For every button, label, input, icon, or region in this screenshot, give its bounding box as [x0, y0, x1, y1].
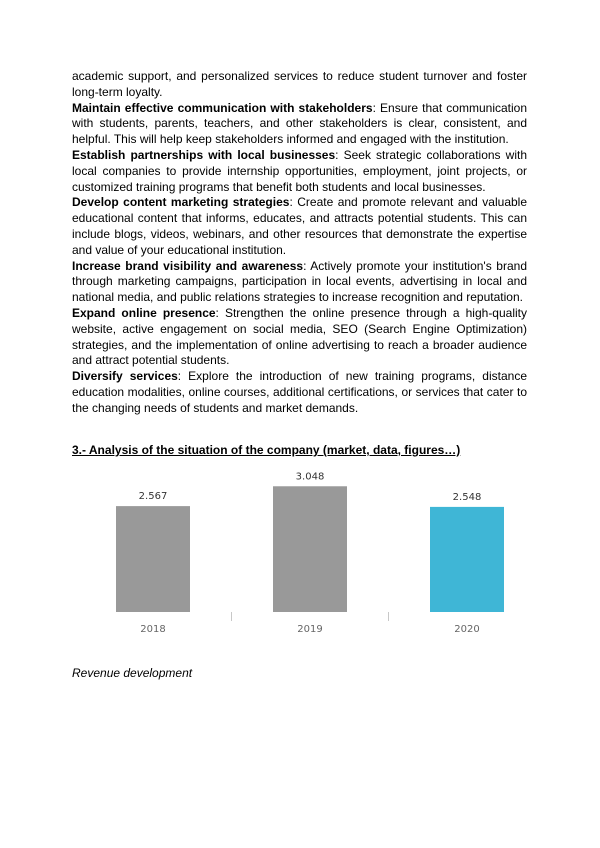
paragraph [72, 259, 527, 306]
paragraph-lead: Establish partnerships with local businesses [72, 147, 336, 162]
paragraph [72, 306, 527, 369]
body-text [72, 69, 527, 417]
section-heading: 3.- Analysis of the situation of the company (market, data, figures…) [72, 443, 461, 457]
paragraph [72, 101, 527, 148]
paragraph-text: : Actively promote your institution's brand through marketing campaigns, participation in local events, advertising in local and national media, and public relations strategies to increase recognition and reputation. [72, 258, 527, 305]
chart-caption: Revenue development [72, 666, 193, 680]
data-label: 2.548 [452, 491, 482, 503]
bar-2018 [116, 506, 190, 612]
data-label: 2.567 [138, 491, 168, 503]
bar-2020 [430, 507, 504, 612]
x-tick-label: 2019 [297, 624, 323, 635]
paragraph-lead: Maintain effective communication with stakeholders [72, 100, 373, 115]
revenue-chart [100, 470, 520, 645]
paragraph [72, 369, 527, 416]
data-label: 3.048 [295, 471, 325, 483]
paragraph-lead: Increase brand visibility and awareness [72, 258, 304, 273]
x-tick-label: 2020 [454, 624, 480, 635]
paragraph-lead: Expand online presence [72, 305, 216, 320]
paragraph-text: academic support, and personalized services to reduce student turnover and foster long-term loyalty. [72, 69, 527, 99]
x-tick-label: 2018 [140, 624, 166, 635]
paragraph-text: : Explore the introduction of new training programs, distance education modalities, online courses, additional certifications, or services that cater to the changing needs of students and market demands. [72, 369, 527, 415]
paragraph [72, 69, 527, 101]
paragraph-text: : Seek strategic collaborations with local companies to provide internship opportunities, employment, joint projects, or customized training programs that benefit both students and local businesses. [72, 147, 527, 194]
paragraph-lead: Diversify services [72, 369, 178, 384]
paragraph [72, 148, 527, 195]
paragraph [72, 195, 527, 258]
paragraph-lead: Develop content marketing strategies [72, 195, 290, 210]
paragraph-text: : Ensure that communication with students, parents, teachers, and other stakeholders is clear, consistent, and helpful. This will help keep stakeholders informed and engaged with the institution. [72, 100, 528, 147]
bar-2019 [273, 486, 347, 612]
paragraph-text: : Strengthen the online presence through a high-quality website, active engagement on social media, SEO (Search Engine Optimization) strategies, and the implementation of online advertising to reach a broader audience and attract potential students. [72, 305, 527, 368]
paragraph-text: : Create and promote relevant and valuable educational content that informs, educates, and attracts potential students. This can include blogs, videos, webinars, and other resources that demonstrate the expertise and value of your educational institution. [72, 195, 527, 257]
